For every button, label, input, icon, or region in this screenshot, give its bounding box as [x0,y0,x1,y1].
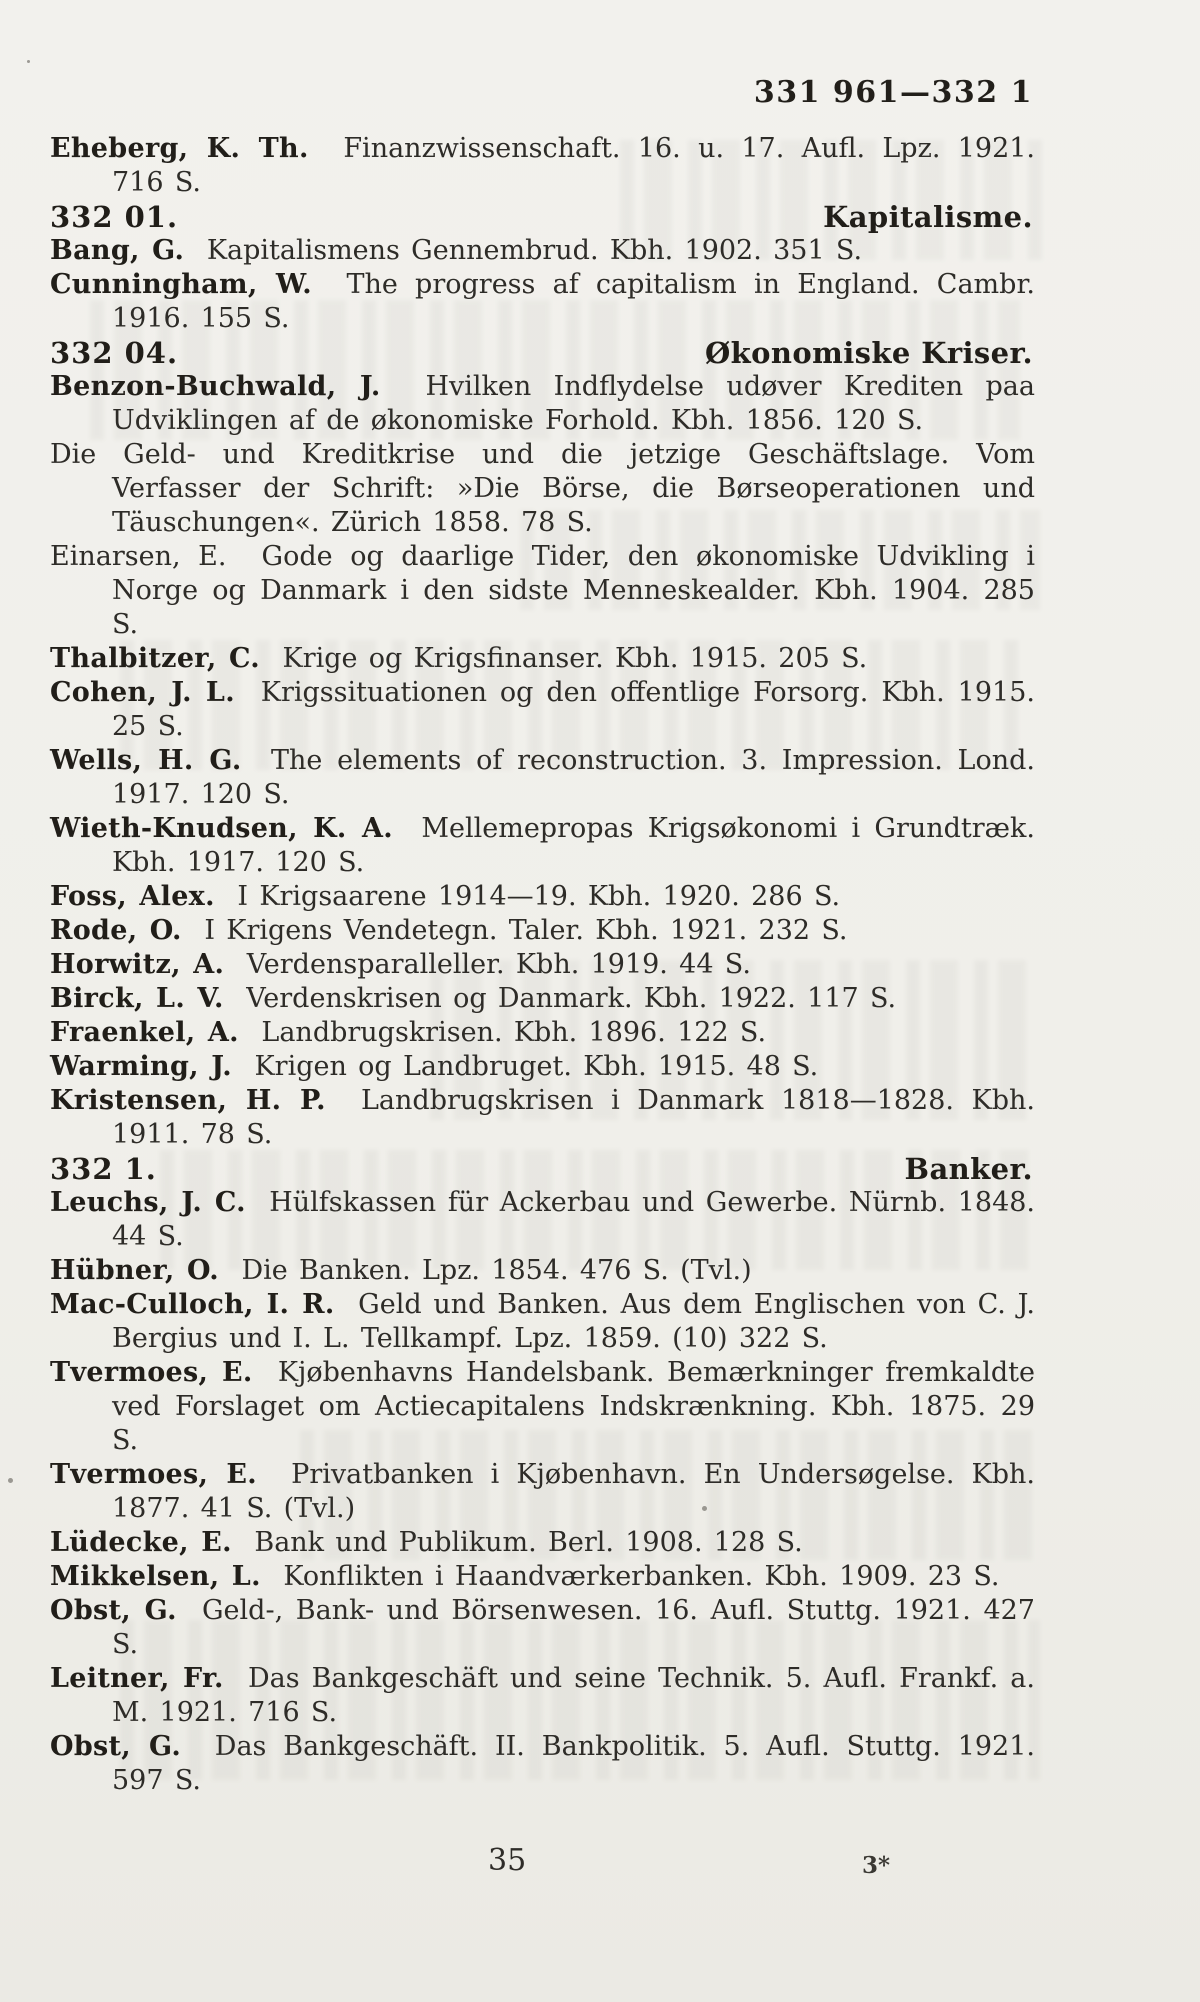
entry-text: Geld-, Bank- und Börsenwesen. 16. Aufl. Stuttg. 1921. 427 S. [112,1595,1035,1660]
bibliography-entry [50,132,1035,200]
entry-text: Kapitalismens Gennembrud. Kbh. 1902. 351 S. [206,235,863,266]
entry-author: Mikkelsen, L. [50,1561,261,1592]
bibliography-entry [50,1254,1035,1288]
entry-text: Geld und Banken. Aus dem Englischen von C. J. Bergius und I. L. Tellkampf. Lpz. 1859. (10) 322 S. [112,1289,1035,1354]
entry-text: The elements of reconstruction. 3. Impression. Lond. 1917. 120 S. [112,745,1035,810]
entry-text: Privatbanken i Kjøbenhavn. En Undersøgelse. Kbh. 1877. 41 S. (Tvl.) [112,1459,1035,1524]
bibliography-entry [50,1526,1035,1560]
entry-text: Mellemepropas Krigsøkonomi i Grundtræk. Kbh. 1917. 120 S. [112,813,1035,878]
scan-speck [27,60,30,63]
bibliography-entry [50,914,1035,948]
entry-author: Fraenkel, A. [50,1017,239,1048]
bibliography-entry [50,1594,1035,1662]
entry-author: Tvermoes, E. [50,1459,258,1490]
entry-text: Krige og Krigsfinanser. Kbh. 1915. 205 S. [282,643,868,674]
bibliography-entry [50,370,1035,438]
entry-text: Landbrugskrisen. Kbh. 1896. 122 S. [261,1017,767,1048]
bibliography-list [50,132,1035,1798]
entry-author: Wells, H. G. [50,745,242,776]
entry-text: Verdenskrisen og Danmark. Kbh. 1922. 117 S. [246,983,897,1014]
entry-author: Lüdecke, E. [50,1527,232,1558]
entry-author: Thalbitzer, C. [50,643,260,674]
bibliography-entry [50,880,1035,914]
entry-author: Foss, Alex. [50,881,215,912]
page-number: 35 [488,1843,527,1878]
entry-text: Krigen og Landbruget. Kbh. 1915. 48 S. [254,1051,819,1082]
entry-text: Verdensparalleller. Kbh. 1919. 44 S. [246,949,751,980]
entry-author: Cunningham, W. [50,269,312,300]
section-title: Økonomiske Kriser. [705,336,1033,370]
entry-author: Bang, G. [50,235,185,266]
page-content [50,76,1035,1798]
section-heading [50,1152,1035,1186]
entry-author: Warming, J. [50,1051,232,1082]
entry-author: Leuchs, J. C. [50,1187,246,1218]
entry-author: Birck, L. V. [50,983,224,1014]
entry-author: Tvermoes, E. [50,1357,253,1388]
bibliography-entry [50,540,1035,642]
scan-speck [8,1478,13,1483]
entry-text: Kjøbenhavns Handelsbank. Bemærkninger fremkaldte ved Forslaget om Actiecapitalens Indskrænkning. Kbh. 1875. 29 S. [112,1357,1035,1456]
entry-text: Das Bankgeschäft und seine Technik. 5. Aufl. Frankf. a. M. 1921. 716 S. [112,1663,1035,1728]
entry-text: Krigssituationen og den offentlige Forsorg. Kbh. 1915. 25 S. [112,677,1035,742]
entry-text: I Krigsaarene 1914—19. Kbh. 1920. 286 S. [237,881,841,912]
section-heading [50,336,1035,370]
entry-author: Obst, G. [50,1731,182,1762]
entry-author: Eheberg, K. Th. [50,133,309,164]
entry-author: Kristensen, H. P. [50,1085,326,1116]
entry-text: Die Banken. Lpz. 1854. 476 S. (Tvl.) [241,1255,752,1286]
entry-author: Mac-Culloch, I. R. [50,1289,335,1320]
section-title: Banker. [904,1152,1033,1186]
entry-text: Hülfskassen für Ackerbau und Gewerbe. Nürnb. 1848. 44 S. [112,1187,1036,1252]
bibliography-entry [50,1050,1035,1084]
bibliography-entry [50,812,1035,880]
bibliography-entry [50,268,1035,336]
entry-author: Hübner, O. [50,1255,219,1286]
running-head [50,76,1035,110]
bibliography-entry [50,1016,1035,1050]
bibliography-entry [50,1560,1035,1594]
bibliography-entry [50,438,1035,540]
section-title: Kapitalisme. [823,200,1033,234]
bibliography-entry [50,642,1035,676]
entry-text: Die Geld- und Kreditkrise und die jetzige Geschäftslage. Vom Verfasser der Schrift: »Die Börse, die Børseoperationen und Täuschungen«. Zürich 1858. 78 S. [50,439,1035,538]
bibliography-entry [50,1288,1035,1356]
bibliography-entry [50,1084,1035,1152]
entry-author: Wieth-Knudsen, K. A. [50,813,393,844]
section-code: 332 01. [50,200,179,234]
section-code: 332 1. [50,1152,157,1186]
bibliography-entry [50,1356,1035,1458]
entry-text: Hvilken Indflydelse udøver Krediten paa Udviklingen af de økonomiske Forhold. Kbh. 1856. 120 S. [112,371,1036,436]
section-heading [50,200,1035,234]
entry-text: The progress af capitalism in England. Cambr. 1916. 155 S. [112,269,1035,334]
entry-text: Bank und Publikum. Berl. 1908. 128 S. [254,1527,803,1558]
entry-author: Rode, O. [50,915,182,946]
entry-author: Benzon-Buchwald, J. [50,371,381,402]
section-code: 332 04. [50,336,179,370]
entry-text: Finanzwissenschaft. 16. u. 17. Aufl. Lpz. 1921. 716 S. [112,133,1036,198]
bibliography-entry [50,676,1035,744]
entry-author: Leitner, Fr. [50,1663,224,1694]
entry-text: Konflikten i Haandværkerbanken. Kbh. 1909. 23 S. [283,1561,1000,1592]
entry-author: Horwitz, A. [50,949,225,980]
bibliography-entry [50,744,1035,812]
entry-author: Cohen, J. L. [50,677,235,708]
classification-range: 331 961—332 1 [753,75,1033,110]
bibliography-entry [50,982,1035,1016]
bibliography-entry [50,1662,1035,1730]
bibliography-entry [50,1186,1035,1254]
bibliography-entry [50,1458,1035,1526]
entry-text: I Krigens Vendetegn. Taler. Kbh. 1921. 232 S. [204,915,848,946]
signature-mark: 3* [862,1852,891,1879]
bibliography-entry [50,1730,1035,1798]
entry-text: Gode og daarlige Tider, den økonomiske Udvikling i Norge og Danmark i den sidste Menneskealder. Kbh. 1904. 285 S. [112,541,1035,640]
entry-text: Landbrugskrisen i Danmark 1818—1828. Kbh. 1911. 78 S. [112,1085,1035,1150]
bibliography-entry [50,234,1035,268]
bibliography-entry [50,948,1035,982]
entry-author: Obst, G. [50,1595,177,1626]
entry-text: Das Bankgeschäft. II. Bankpolitik. 5. Aufl. Stuttg. 1921. 597 S. [112,1731,1035,1796]
entry-author: Einarsen, E. [50,541,227,572]
